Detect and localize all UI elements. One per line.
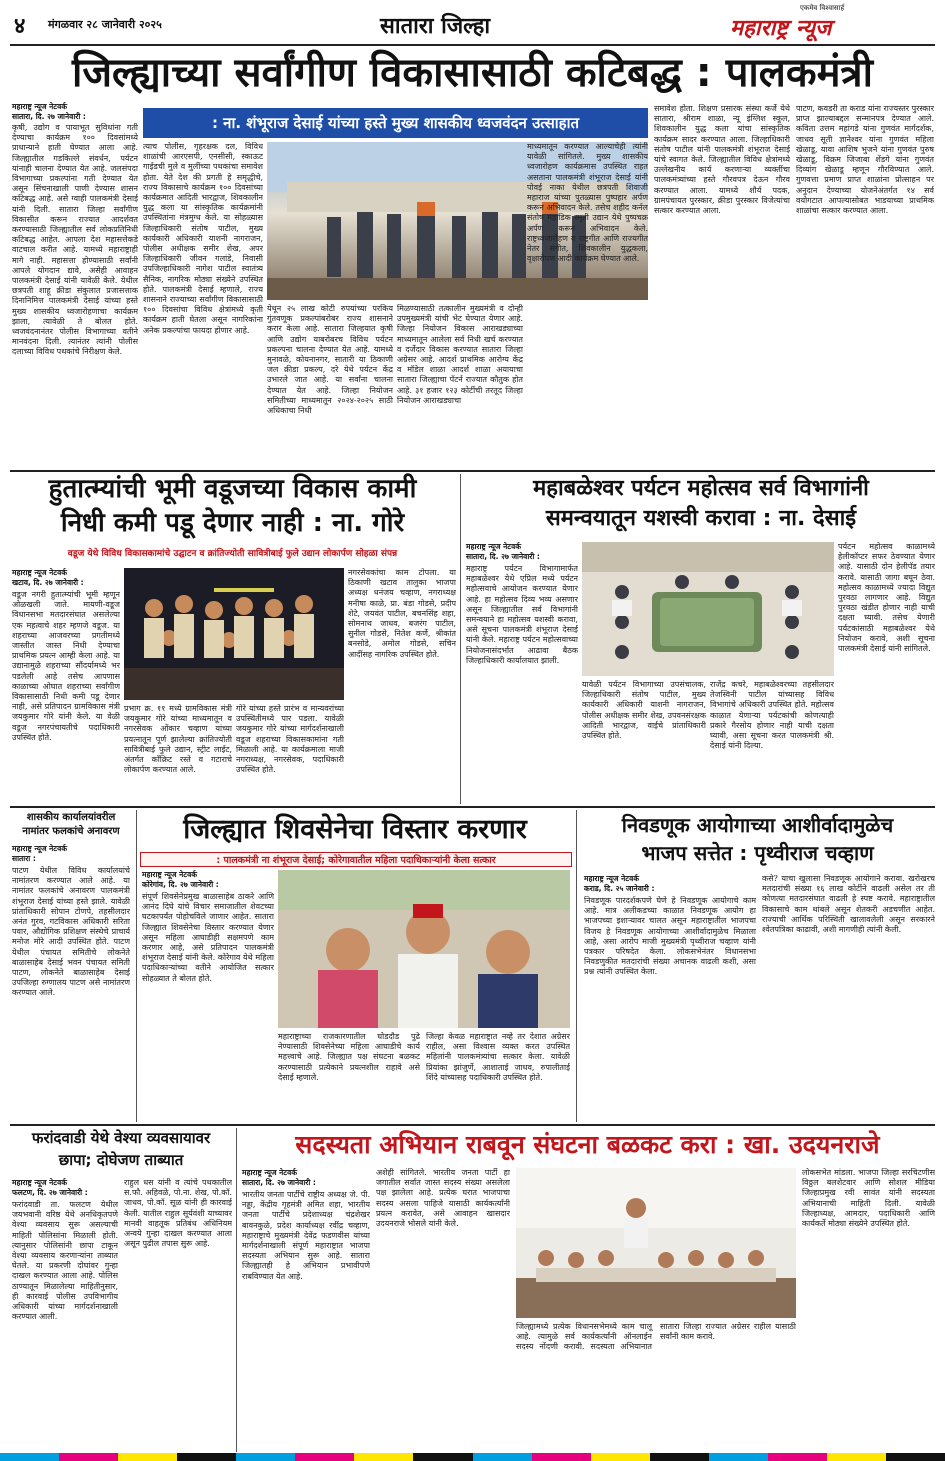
story1-dateline	[12, 102, 137, 122]
story7-dateline-text: फलटण, दि. २७ जानेवारी :	[12, 1188, 88, 1197]
page-number: ४	[14, 14, 26, 39]
story8-col2: अशेही सांगितले. भारतीय जनता पार्टी हा जगातील सर्वात जास्त सदस्य संख्या असलेला पक्ष झालेला आहे. प्रत्येक घरात भाजपाचा सदस्य असला पाहिजे यासाठी कार्यकर्त्यांनी प्रयत्न करावेत, असे आवाहन खासदार उदयनराजे भोसले यांनी केले.	[376, 1168, 510, 1229]
story4-right-rule	[136, 810, 137, 1122]
story4-dateline-text: सातारा :	[12, 854, 36, 863]
story1-banner: : ना. शंभूराज देसाई यांच्या हस्ते मुख्य शासकीय ध्वजवंदन उत्साहात	[143, 108, 648, 138]
story2-col4: नगरसेवकांचा काम टोपला. या ठिकाणी खटाव तालुका भाजपा अध्यक्ष धनंजय चव्हाण, नगराध्यक्ष मनीषा काळे, प्रा. बंडा गोडसे, प्रदीप शेटे, जयवंत पाटील, बचनसिंह शहा, सोमनाथ जाधव, बजरंग पाटील, सुनील गोडसे, नितेश कर्णे, श्रीकांत बनसोडे, अमोल गोडसे, सचिन आदींसह नागरिक उपस्थित होते.	[348, 568, 456, 659]
story2-byline: महाराष्ट्र न्यूज नेटवर्क	[12, 568, 68, 577]
story5-byline: महाराष्ट्र न्यूज नेटवर्क	[142, 870, 198, 879]
story5-photo-art	[278, 870, 570, 1028]
row3-bottom-rule	[10, 1124, 935, 1126]
story5-headline: जिल्ह्यात शिवसेनेचा विस्तार करणार	[183, 814, 527, 845]
story2-dateline	[12, 568, 122, 588]
story7-byline: महाराष्ट्र न्यूज नेटवर्क	[12, 1178, 68, 1187]
story4-headline-line1: शासकीय कार्यालयांवरील	[26, 812, 116, 823]
story6-dateline-text: कराड, दि. २५ जानेवारी :	[584, 884, 655, 893]
story1-col4: मिळण्यासाठी तत्कालीन मुख्यमंत्री व दोन्ही उपमुख्यमंत्री यांची भेट घेण्यात येणार आहे. जिल्हा नियोजन विकास आराखड्याच्या माध्यमातून आलेला सर्व निधी खर्च करण्यात व दर्जेदार विकास करण्यात सातारा जिल्हा अग्रेसर आहे. आदर्श प्राथमिक आरोग्य केंद्र व मॉडेल शाळा आदर्श शाळा अयायाचा सातारा जिल्ह्याचा पॅटर्न राज्यात कौतुक होत आहे. ३१ हजार १२३ कोटींची तरतूद जिल्हा नियोजन आराखड्याचा	[397, 304, 523, 405]
story3-headline-line1: महाबळेश्वर पर्यटन महोत्सव सर्व विभागांनी	[533, 476, 869, 501]
story1-col1: कृषी, उद्योग व पायाभूत सुविधांना गती देण्याचा कार्यक्रम १०० दिवसांमध्ये प्राधान्याने हाती घेण्यात आला आहे. जिल्ह्यातील गडकिल्ले संवर्धन, पर्यटन यांनाही चालना देण्यात येत आहे. जलसंपदा विभागाच्या प्रकल्पांना गती देण्यात येत असून सिंचनाखाली पाणी देण्यास शासन कटिबद्ध आहे. असे ग्वाही पालकमंत्री देसाई यांनी दिली. सातारा जिल्हा सर्वांगीण विकासीत करून राज्यात आदर्शवत करण्यासाठी जिल्ह्यातील सर्व लोकप्रतिनिधी कटिबद्ध आहेत. आपला देश महासत्तेकडे वाटचाल करीत आहे. यामध्ये महाराष्ट्राही मागे नाही. महासत्ता होण्यासाठी सर्वांनी आपले योगदान द्यावे, असेही आवाहन पालकमंत्री देसाई यांनी यावेळी केले. येथील छत्रपती शाहू क्रीडा संकुलात प्रजासत्ताक दिनानिमित्त पालकमंत्री देसाई यांच्या हस्ते मुख्य शासकीय ध्वजारोहणाचा कार्यक्रम झाला, त्यावेळी ते बोलत होते. ध्वजवंदनानंतर पोलीस विभागाच्या वतीने मानवंदना दिली. त्यानंतर त्यांनी पोलीस दलाच्या विविध पथकांचे निरीक्षण केले.	[12, 123, 138, 357]
story3-photo	[582, 542, 834, 676]
story8-col1: भारतीय जनता पार्टीचे राष्ट्रीय अध्यक्ष जे. पी. नड्डा, केंद्रीय गृहमंत्री अमित शहा, भारतीय जनता पार्टीचे प्रदेशाध्यक्ष चंद्रशेखर बावनकुळे, प्रदेश कार्याध्यक्ष रवींद्र चव्हाण, महाराष्ट्राचे मुख्यमंत्री देवेंद्र फडणवीस यांच्या मार्गदर्शनाखाली संपूर्ण महाराष्ट्रात भाजपा सदस्यता अभियान सुरू आहे. सातारा जिल्ह्यातही हे अभियान प्रभावीपणे राबविण्यात येत आहे.	[242, 1190, 370, 1281]
story1-col7: पाटण, कवडरी ता कराड यांना राज्यस्तर पुरस्कार प्राप्त झाल्याबद्दल सन्मानपत्र देण्यात आले. कविता उत्तम महांगडे यांना गुणवंत मार्गदर्शक, जाधव सूती ज्ञानेश्वर यांना गुणवंत महिला खेळाडू, यावा आशिष भुजने यांना गुणवंत पुरुष खेळाडू, विक्रम जिजाबा शेंडगे यांना गुणवंत दिव्यांग खेळाडू म्हणून गौरविण्यात आले. गुणवत्ता प्रमाण प्राप्त शाळांना प्रोत्साहन पर अनुदान देण्याच्या योजनेअंतर्गत १४ सर्व वयोगटात आपल्यासोबत भाडयाच्या प्राथमिक शाळांचा सत्कार करण्यात आला.	[796, 104, 934, 216]
story5-col2: महाराष्ट्राच्या राजकारणातील घोडदौड पुढे नेण्यासाठी शिवसेनेच्या महिला आघाडीचे कार्य महत्त्वाचे आहे. जिल्ह्यात पक्ष संघटना बळकट करण्यासाठी प्रत्येकाने प्रयत्नशील राहावे असे देसाई म्हणाले.	[278, 1032, 420, 1082]
story8-col3: जिल्ह्यामध्ये प्रत्येक विधानसभेमध्ये काम चालू आहे. त्यामुळे सर्व कार्यकर्त्यांनी ऑनलाईन सदस्य नोंदणी करावी. सदस्यता अभियानात सातारा जिल्हा राज्यात अग्रेसर राहील यासाठी सर्वांनी काम करावे.	[516, 1322, 796, 1352]
story7-col1: फरांदवाडी ता. फलटण येथील जयभवानी वरिष्ठ येथे अनधिकृतपणे वेश्या व्यवसाय सुरू असल्याची माहिती पोलिसांना मिळाली होती. त्यानुसार पोलिसांनी छापा टाकून वेश्या व्यवसाय करणाऱ्यांना ताब्यात घेतले. या प्रकरणी दोघांवर गुन्हा दाखल करण्यात आला आहे. पोलिस ठाण्यातून मिळालेल्या माहितीनुसार, ही कारवाई पोलीस उपविभागीय अधिकारी यांच्या मार्गदर्शनाखाली करण्यात आली.	[12, 1200, 118, 1322]
issue-date: मंगळवार २८ जानेवारी २०२५	[48, 18, 162, 31]
masthead	[0, 0, 945, 44]
story2-photo	[124, 568, 344, 700]
story3-col2: यावेळी पर्यटन विभागाच्या उपसंचालक, जिल्हाधिकारी संतोष पाटील, मुख्य कार्यकारी अधिकारी याशनी नागराजन, पोलीस अधीक्षक समीर शेख, उपवनसंरक्षक आदिती भारद्वाज, वाईचे प्रांताधिकारी उपस्थित होते.	[582, 680, 706, 741]
story3-col3: राजेंद्र कचरे, महाबळेश्वरच्या तहसीलदार तेजस्विनी पाटील यांच्यासह विविध विभागांचे अधिकारी उपस्थित होते. महोत्सव काळात येणाऱ्या पर्यटकांची कोणत्याही प्रकारे गैरसोय होणार नाही याची दक्षता घ्यावी, असा सूचना करत पालकमंत्री श्री. देसाई यांनी दिल्या.	[710, 680, 834, 751]
story1-col2: त्याच पोलीस, गृहरक्षक दल, विविध शाळांची आरएसपी, एनसीसी, स्काऊट गाईडची मुले व मुलींच्या पथकांचा समावेश होता. येते देश की प्रगती हे समृद्धीचे, राज्य विकासाचे कार्यक्रम १०० दिवसांच्या कार्यक्रमात आदिती भारद्वाज, शिवकालीन युद्ध कला या सांस्कृतिक कार्यक्रमांनी उपस्थितांना मंत्रमुग्ध केले. या सोहळ्यास जिल्हाधिकारी संतोष पाटील, मुख्य कार्यकारी अधिकारी याशनी नागराजन, पोलीस अधीक्षक समीर शेख, अपर जिल्हाधिकारी जीवन गलांडे, निवासी उपजिल्हाधिकारी नागेश पाटील स्वातंत्र्य सैनिक, नागरिक मोठ्या संख्येने उपस्थित होते. पालकमंत्री देसाई म्हणाले, राज्य शासनाने राज्याच्या सर्वांगीण विकासासाठी १०० दिवसांचा विविध क्षेत्रांमध्ये कृती कार्यक्रम हाती घेतला असून नागरिकांना अनेक प्रकल्पांचा फायदा होणार आहे.	[143, 142, 263, 335]
story1-headline: जिल्ह्याच्या सर्वांगीण विकासासाठी कटिबद्ध : पालकमंत्री	[72, 50, 873, 96]
story8-photo	[516, 1168, 796, 1318]
story3-col4: पर्यटन महोत्सव काळामध्ये हेलीकॉप्टर सफर ठेवण्यात येणार आहे. यासाठी दोन हेलीपॅड तयार करावे. यासाठी जागा बघून ठेवा. महोत्सव काळामध्ये ज्यादा विद्युत पुरवठा लागणार आहे. विद्युत पुरवठा खंडीत होणार नाही याची दक्षता घ्यावी. तसेच येणारी पर्यटकांसाठी महाबळेश्वर येथे नियोजन करावे, अशी सूचना पालकमंत्री देसाई यांनी सांगितले.	[838, 542, 935, 654]
story8-photo-art	[516, 1168, 796, 1318]
story5-right-rule	[576, 810, 577, 1122]
story1-col6: समावेश होता. शिक्षण प्रसारक संस्था कर्जे येथे सातारा, श्रीराम शाळा, न्यू इंग्लिश स्कूल, शिवकालीन युद्ध कला यांचा सांस्कृतिक कार्यक्रम सादर करण्यात आला. जिल्हाधिकारी संतोष पाटील यांनी पालकमंत्री शंभूराज देसाई यांचे स्वागत केले. जिल्ह्यातील विविध क्षेत्रांमध्ये उल्लेखनीय कार्य करणाऱ्या व्यक्तींचा पालकमंत्र्यांच्या हस्ते गौरवपत्र देऊन गौरव करण्यात आला. यामध्ये शौर्य पदक, ग्रामपंचायत पुरस्कार, क्रीडा पुरस्कार विजेत्यांचा सत्कार करण्यात आला.	[654, 104, 790, 216]
story2-right-rule	[460, 474, 461, 804]
story1-col3: येथून २५ लाख कोटी रुपयांच्या परकिय गुंतवणूक प्रकल्पांबरोबर राज्य शासनाने करार केला आहे. सातारा जिल्हयात कृषी आणि उद्योग याबरोबरच विविध पर्यटन प्रकल्पना चालना देण्यात येत आहे. यामध्ये मुनावळे, कोयनानगर, सातारी या ठिकाणी जल क्रीडा प्रकल्प, दरे येथे पर्यटन केंद्र उभारले जात आहे. या सर्वांना चालना देण्यात येत आहे. जिल्हा नियोजन समितीच्या माध्यमातून २०२४-२०२५ साठी अधिकाचा निधी	[267, 304, 393, 416]
masthead-rule	[10, 44, 935, 46]
story5-dateline	[142, 870, 242, 890]
story5-photo	[278, 870, 570, 1028]
story7-right-rule	[236, 1128, 237, 1452]
story6-col2: कसे? याचा खुलासा निवडणूक आयोगाने करावा. खरोखरच मतदारांची संख्या १६ लाख कोटींने वाढली असेल तर ती कोणत्या मतदारसंघात वाढली हे स्पष्ट करावे. महाराष्ट्रातील विकासाचे काम थांबले असून शेतकरी अडचणीत आहेत. राज्याची आर्थिक परिस्थिती खालावलेली असून सरकारने श्वेतपत्रिका काढावी, अशी मागणीही त्यांनी केली.	[762, 874, 935, 935]
story1-col5: माध्यमातून करण्यात आल्याचेही त्यांनी यावेळी सांगितले. मुख्य शासकीय ध्वजारोहण कार्यक्रमास उपस्थित राहत असताना पालकमंत्री शंभूराज देसाई यांनी पोवई नाका येथील छत्रपती शिवाजी महाराज यांच्या पुतळ्यास पुष्पहार अर्पण करून अभिवादन केले. तसेच शहीद कर्नल संतोष महाडिक स्मृती उद्यान येथे पुष्पचक्र अर्पण करून अभिवादन केले. राष्ट्रध्वजारोहण व राष्ट्रगीत आणि राज्यगीत नेतर संगीत, शिवकालीन युद्धकला, वृक्षारोपण आदी कार्यक्रम घेण्यात आले.	[527, 142, 648, 264]
story1-byline: महाराष्ट्र न्यूज नेटवर्क	[12, 102, 68, 111]
story3-dateline	[466, 542, 578, 562]
story4-byline: महाराष्ट्र न्यूज नेटवर्क	[12, 844, 68, 853]
section-title: सातारा जिल्हा	[380, 14, 491, 39]
row2-bottom-rule	[10, 806, 935, 808]
story4-headline-line2: नामांतर फलकांचे अनावरण	[22, 826, 120, 837]
story2-col2: प्रभाग क्र. ११ मध्ये ग्रामविकास मंत्री जयकुमार गोरे यांच्या माध्यमातून व नगरसेवक ओंकार चव्हाण यांच्या प्रयत्नातून पूर्ण झालेल्या क्रांतिज्योती सावित्रीबाई फुले उद्यान, स्ट्रीट लाईट, अंतर्गत काँक्रिट रस्ते व गटाराचे लोकार्पण करण्यात आले.	[124, 704, 232, 775]
story7-dateline	[12, 1178, 120, 1198]
story8-headline: सदस्यता अभियान राबवून संघटना बळकट करा : खा. उदयनराजे	[295, 1130, 880, 1159]
story2-photo-art	[124, 568, 344, 700]
story8-dateline	[242, 1168, 370, 1188]
story3-col1: महाराष्ट्र पर्यटन विभागामार्फत महाबळेश्वर येथे एप्रिल मध्ये पर्यटन महोत्सवाचे आयोजन करण्यात येणार आहे. हा महोत्सव दिव्य भव्य असणार असून जिल्ह्यातील सर्व विभागांनी समन्वयाने हा महोत्सव यशस्वी करावा, असे सूचना पालकमंत्री शंभूराज देसाई यांनी केले. महाराष्ट्र पर्यटन महोत्सवाच्या नियोजनासंदर्भात आढावा बैठक जिल्हाधिकारी कार्यालयात झाली.	[466, 564, 578, 665]
story5-subhead: : पालकमंत्री ना शंभूराज देसाई; कोरेगावातील महिला पदाधिकाऱ्यांनी केला सत्कार	[140, 852, 572, 867]
story2-headline-line2: निधी कमी पडू देणार नाही : ना. गोरे	[60, 508, 405, 538]
story5-col3: जिल्हा केवळ महाराष्ट्रात नव्हे तर देशात अग्रेसर राहील, असा विश्वास व्यक्त करत उपस्थित महिलांनी पालकमंत्र्यांचा सत्कार केला. यावेळी प्रियांका झांजुर्णे, आशाताई जाधव, रुपालीताई शिंदे यांच्यासह पदाधिकारी उपस्थित होते.	[426, 1032, 570, 1082]
story4-dateline	[12, 844, 130, 864]
print-color-strip	[0, 1453, 945, 1461]
story2-subhead: वडूज येथे विविध विकासकामांचे उद्घाटन व क्रांतिज्योती सावित्रीबाई फुले उद्यान लोकार्पण सोहळा संपन्न	[67, 549, 398, 559]
story2-dateline-text: खटाव, दि. २७ जानेवारी :	[12, 578, 84, 587]
story8-byline: महाराष्ट्र न्यूज नेटवर्क	[242, 1168, 298, 1177]
story6-byline: महाराष्ट्र न्यूज नेटवर्क	[584, 874, 640, 883]
story2-headline-line1: हुतात्म्यांची भूमी वडूजच्या विकास कामी	[48, 474, 417, 504]
story1-dateline-text: सातारा, दि. २७ जानेवारी :	[12, 112, 86, 121]
story3-byline: महाराष्ट्र न्यूज नेटवर्क	[466, 542, 522, 551]
story3-photo-art	[582, 542, 834, 676]
story3-headline-line2: समन्वयातून यशस्वी करावा : ना. देसाई	[545, 506, 857, 531]
story6-dateline	[584, 874, 754, 894]
story2-col1: वडूज नगरी हुतात्म्यांची भूमी म्हणून ओळखली जाते. मायणी-वडूज विधानसभा मतदारसंघात असलेल्या एक महत्वाचे शहर म्हणजे वडूज. या शहराच्या आजवरच्या प्रगतीमध्ये जास्तीत जास्त निधी देण्याचा प्राथमिक प्रयत्न आम्ही केला आहे. या उद्यानामुळे शहराच्या सौंदर्यामध्ये भर पडलेली आहे तसेच आपणास काळाच्या ओघात शहराच्या सर्वांगीण विकासासाठी निधी कमी पडू देणार नाही, असे प्रतिपादन ग्रामविकास मंत्री जयकुमार गोरे यांनी केले. या वेळी वडूज नगरपंचायतीचे पदाधिकारी उपस्थित होते.	[12, 590, 120, 742]
story5-dateline-text: कोरेगांव, दि. २७ जानेवारी :	[142, 880, 219, 889]
story6-headline-line2: भाजप सत्तेत : पृथ्वीराज चव्हाण	[641, 841, 874, 865]
story7-headline-line2: छापा; दोघेजण ताब्यात	[58, 1151, 184, 1169]
story8-col4: लोकसभेत मांडला. भाजपा जिल्हा सरचिटणीस विठ्ठल बलशेटवार आणि सोशल मीडिया जिल्हाप्रमुख रवी सावंत यांनी सदस्यता अभियानाची माहिती दिली. यावेळी जिल्हाध्यक्ष, आमदार, पदाधिकारी आणि कार्यकर्ते मोठ्या संख्येने उपस्थित होते.	[802, 1168, 935, 1229]
paper-logo: महाराष्ट्र न्यूज	[730, 16, 832, 41]
story2-col3: गोरे यांच्या हस्ते प्रारंभ व मान्यवरांच्या उपस्थितीमध्ये पार पडला. यावेळी जयकुमार गोरे यांच्या मार्गदर्शनाखाली वडूज शहराच्या विकासकामांना गती मिळाली आहे. या कार्यक्रमाला माजी नगराध्यक्ष, नगरसेवक, पदाधिकारी उपस्थित होते.	[236, 704, 344, 775]
story8-dateline-text: सातारा, दि. २७ जानेवारी :	[242, 1178, 316, 1187]
story6-col1: निवडणूक पारदर्शकपणे घेणे हे निवडणूक आयोगाचे काम आहे. मात्र अलीकडच्या काळात निवडणूक आयोग हा भाजपच्या इशाऱ्यावर चालत असून महाराष्ट्रातील भाजपचा विजय हे निवडणूक आयोगाच्या आशीर्वादामुळेच मिळाला आहे, असा आरोप माजी मुख्यमंत्री पृथ्वीराज चव्हाण यांनी पत्रकार परिषदेत केला. लोकसभेनंतर विधानसभा निवडणुकीत मतदारांची संख्या अचानक वाढली कशी, असा प्रश्न त्यांनी उपस्थित केला.	[584, 896, 756, 977]
story1-bottom-rule	[10, 470, 935, 472]
story5-col1: संपूर्ण शिवसेनेप्रमुख बाळासाहेब ठाकरे आणि आनंद दिघे यांचे विचार समाजातील शेवटच्या घटकापर्यंत पोहोचविले जाणार आहेत. सातारा जिल्ह्यात शिवसेनेचा विस्तार करण्यात येणार असून महिला आघाडीही सक्षमपणे काम करणार आहे, असे प्रतिपादन पालकमंत्री शंभूराज देसाई यांनी केले. कोरेगाव येथे महिला पदाधिकाऱ्यांच्या वतीने आयोजित सत्कार सोहळ्यात ते बोलत होते.	[142, 892, 274, 983]
story7-col2: राहुल धस यांनी व त्यांचे पथकातील स.फौ. अहिवळे, पो.ना. शेख, पो.कॉ. जाधव, पो.कॉ. सूळ यांनी ही कारवाई केली. यातील राहुल सूर्यवंशी याच्यावर मानवी वाहतूक प्रतिबंध अधिनियम अन्वये गुन्हा दाखल करण्यात आला असून पुढील तपास सुरू आहे.	[124, 1178, 232, 1249]
story6-headline-line1: निवडणूक आयोगाच्या आशीर्वादामुळेच	[621, 813, 894, 837]
story4-col1: पाटण येथील विविध कार्यालयांचे नामांतरण करण्यात आले आहे. या नामांतर फलकांचे अनावरण पालकमंत्री शंभूराज देसाई यांच्या हस्ते झाले. यावेळी प्रांताधिकारी सोपान टोणपे, तहसीलदार अनंत गुरव, गटविकास अधिकारी सरिता पवार, औद्योगिक प्रशिक्षण संस्थेचे प्राचार्य मनोज मोरे आदी उपस्थित होते. पाटण येथील पंचायत समितीचे लोकनेते बाळासाहेब देसाई भवन पंचायत समिती पाटण, लोकनेते बाळासाहेब देसाई उपजिल्हा रुग्णालय पाटण असे नामांतरण करण्यात आले.	[12, 866, 130, 998]
story7-headline-line1: फरांदवाडी येथे वेश्या व्यवसायावर	[31, 1129, 211, 1147]
paper-tagline: एकमेव विश्वासार्ह	[800, 4, 845, 12]
story3-dateline-text: सातारा, दि. २७ जानेवारी :	[466, 552, 540, 561]
